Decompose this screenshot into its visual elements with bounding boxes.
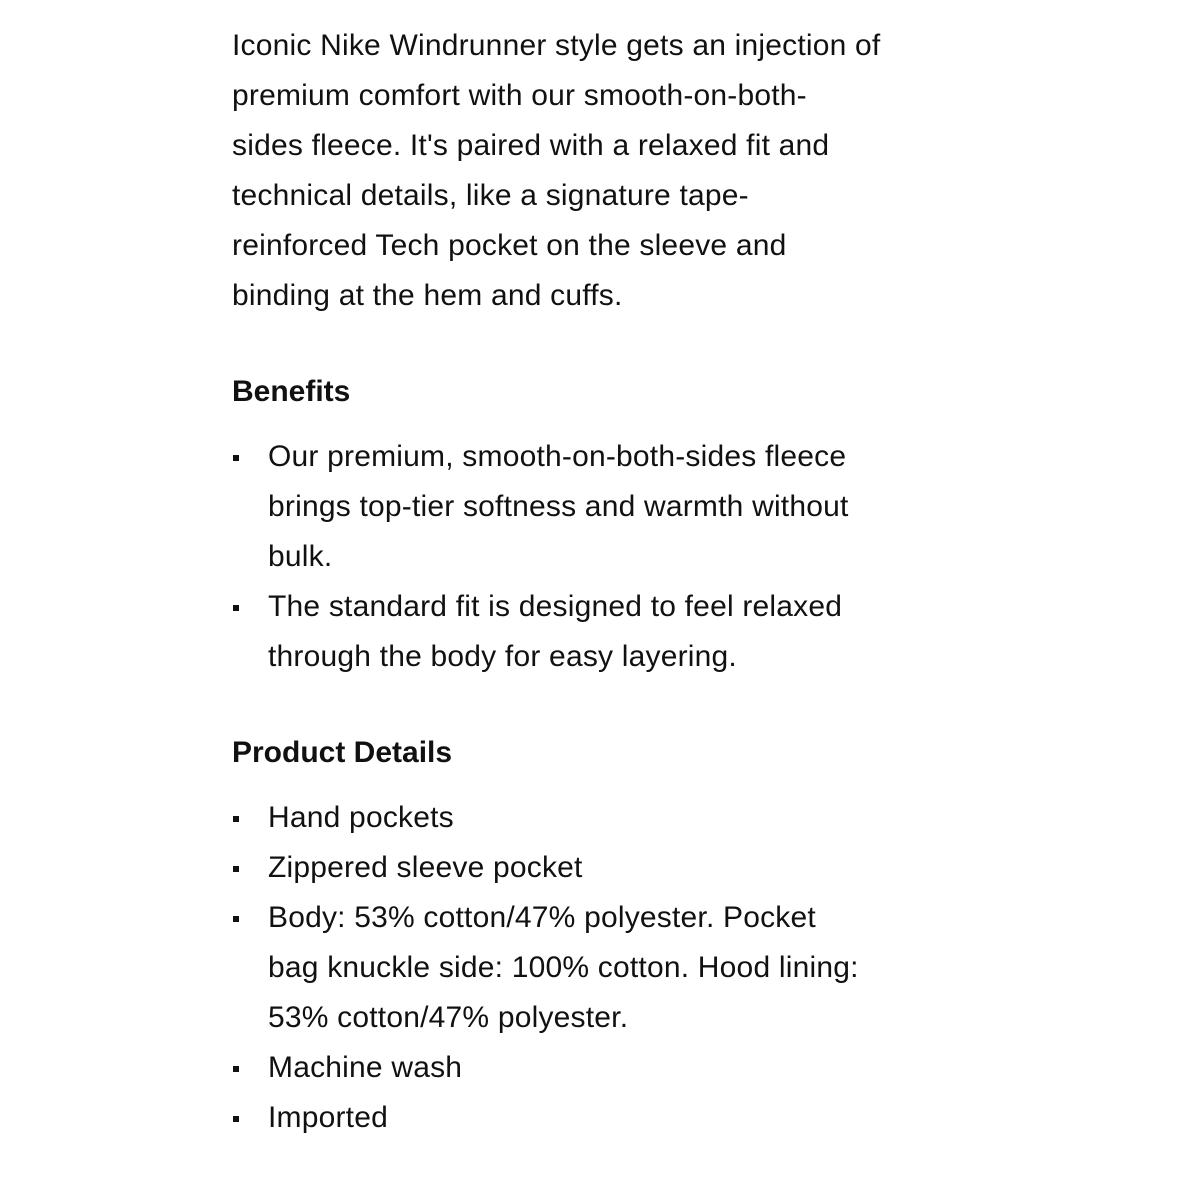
list-item-line: Hand pockets [268,801,454,834]
list-item-line: The standard fit is designed to feel relaxed [268,590,843,623]
intro-line: sides fleece. It's paired with a relaxed fit and [232,129,830,162]
intro-line: technical details, like a signature tape- [232,179,749,212]
list-item-line: Machine wash [268,1051,463,1084]
list-item [232,893,982,1043]
list-item-line: 53% cotton/47% polyester. [268,1001,629,1034]
list-item-line: brings top-tier softness and warmth without [268,490,849,523]
list-item [232,1093,982,1143]
product-details-heading: Product Details [232,736,453,769]
list-item-line: bag knuckle side: 100% cotton. Hood lining: [268,951,859,984]
list-item [232,582,982,682]
benefits-heading: Benefits [232,375,351,408]
list-item [232,432,982,582]
list-item-line: through the body for easy layering. [268,640,737,673]
list-item [232,793,982,843]
bullet-icon [233,916,239,922]
product-description [232,21,982,1143]
bullet-icon [233,1116,239,1122]
bullet-icon [233,605,239,611]
bullet-icon [233,866,239,872]
list-item-line: Zippered sleeve pocket [268,851,583,884]
product-details-list [232,793,982,1143]
list-item-line: Our premium, smooth-on-both-sides fleece [268,440,847,473]
benefits-list [232,432,982,682]
bullet-icon [233,455,239,461]
intro-line: Iconic Nike Windrunner style gets an injection of [232,29,881,62]
bullet-icon [233,816,239,822]
list-item [232,1043,982,1093]
list-item-line: Body: 53% cotton/47% polyester. Pocket [268,901,816,934]
list-item [232,843,982,893]
intro-line: premium comfort with our smooth-on-both- [232,79,807,112]
list-item-line: bulk. [268,540,333,573]
intro-line: reinforced Tech pocket on the sleeve and [232,229,787,262]
intro-line: binding at the hem and cuffs. [232,279,623,312]
list-item-line: Imported [268,1101,388,1134]
bullet-icon [233,1066,239,1072]
intro-paragraph [232,21,982,321]
